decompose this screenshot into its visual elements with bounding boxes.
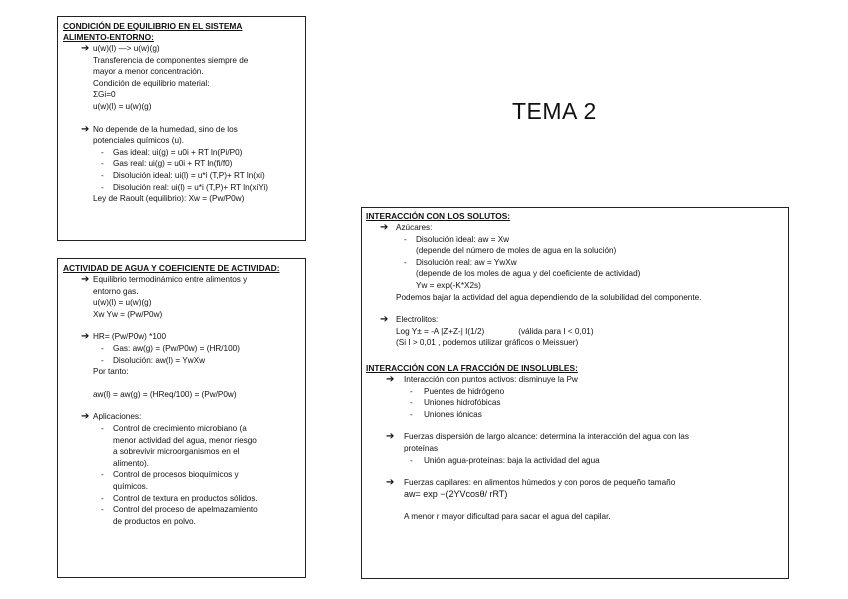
arrow-icon: ➔	[81, 331, 90, 343]
b3-line: Puentes de hidrógeno	[424, 386, 505, 396]
b3-line: Uniones iónicas	[424, 409, 482, 419]
b1-dash-line: Gas real: ui(g) = u0i + RT ln(fi/f0)	[113, 159, 233, 169]
b1-line: Transferencia de componentes siempre de	[93, 55, 249, 65]
b2-app-line: Control de procesos bioquímicos y	[113, 470, 239, 480]
bullet-dash: -	[101, 355, 104, 365]
b3-line: (depende de los moles de agua y del coeficiente de actividad)	[416, 269, 641, 279]
bullet-dash: -	[404, 234, 407, 244]
box-water-activity	[57, 258, 306, 578]
arrow-icon: ➔	[81, 411, 90, 423]
b3-line: proteínas	[404, 443, 439, 453]
b2-app-line: Control de textura en productos sólidos.	[113, 493, 258, 503]
b3-line: A menor r mayor dificultad para sacar el agua del capilar.	[404, 512, 611, 522]
bullet-dash: -	[101, 182, 104, 192]
bullet-dash: -	[404, 257, 407, 267]
b2-line: u(w)(l) = u(w)(g)	[93, 298, 152, 308]
b1-dash-line: Disolución ideal: ui(l) = u*i (T,P)+ RT ln(xi)	[113, 170, 265, 180]
bullet-dash: -	[101, 159, 104, 169]
b1-line: Ley de Raoult (equilibrio): Xw = (Pw/P0w)	[93, 194, 245, 204]
arrow-icon: ➔	[380, 222, 389, 233]
b2-app-line: a sobrevivir microorganismos en el	[113, 447, 240, 457]
box2-heading: ACTIVIDAD DE AGUA Y COEFICIENTE DE ACTIVIDAD:	[63, 263, 280, 273]
b2-line: entorno gas.	[93, 286, 139, 296]
b3-line: Disolución real: aw = YwXw	[416, 257, 517, 267]
box3-heading-solutes: INTERACCIÓN CON LOS SOLUTOS:	[366, 211, 511, 221]
bullet-dash: -	[101, 505, 104, 515]
b1-line: potenciales químicos (u).	[93, 136, 185, 146]
b1-line: Condición de equilibrio material:	[93, 78, 210, 88]
bullet-dash: -	[410, 455, 413, 465]
b3-line: Uniones hidrofóbicas	[424, 398, 501, 408]
arrow-icon: ➔	[386, 431, 395, 443]
b2-app-line: alimento).	[113, 458, 149, 468]
b3-line: Interacción con puntos activos: disminuye la Pw	[404, 374, 578, 384]
box3-heading-insolubles: INTERACCIÓN CON LA FRACCIÓN DE INSOLUBLES:	[366, 362, 578, 373]
b1-line: No depende de la humedad, sino de los	[93, 124, 238, 134]
bullet-dash: -	[101, 170, 104, 180]
box1-heading-line1: CONDICIÓN DE EQUILIBRIO EN EL SISTEMA	[63, 21, 243, 31]
b3-formula: aw= exp −(2YVcosθ/ rRT)	[404, 488, 508, 499]
arrow-icon: ➔	[81, 123, 90, 135]
b3-line: (depende del número de moles de agua en la solución)	[416, 246, 617, 256]
arrow-icon: ➔	[81, 43, 90, 54]
box-solute-interaction	[361, 207, 789, 579]
b2-dash-line: Gas: aw(g) = (Pw/P0w) = (HR/100)	[113, 343, 240, 353]
b3-line: Fuerzas dispersión de largo alcance: determina la interacción del agua con las	[404, 432, 689, 442]
b2-line: HR= (Pw/P0w) *100	[93, 332, 167, 342]
arrow-icon: ➔	[81, 274, 90, 285]
bullet-dash: -	[101, 343, 104, 353]
b3-line: Podemos bajar la actividad del agua dependiendo de la solubilidad del componente.	[396, 292, 702, 302]
bullet-dash: -	[101, 147, 104, 157]
bullet-dash: -	[410, 386, 413, 396]
b2-app-line: menor actividad del agua, menor riesgo	[113, 435, 257, 445]
b3-note: (válida para I < 0,01)	[518, 326, 594, 336]
b2-app-line: químicos.	[113, 481, 149, 491]
page-title: TEMA 2	[512, 98, 597, 124]
arrow-icon: ➔	[380, 314, 389, 326]
b3-line: Disolución ideal: aw = Xw	[416, 234, 510, 244]
b3-line: Yw = exp(-K*X2s)	[416, 280, 481, 290]
bullet-dash: -	[410, 398, 413, 408]
b3-line: Azúcares:	[396, 223, 433, 232]
arrow-icon: ➔	[386, 477, 395, 489]
bullet-dash: -	[101, 423, 104, 433]
b2-app-line: Control de crecimiento microbiano (a	[113, 423, 247, 433]
b2-line: Xw Yw = (Pw/P0w)	[93, 309, 163, 319]
box-equilibrium-condition	[57, 16, 306, 241]
b1-line: mayor a menor concentración.	[93, 67, 204, 77]
b1-dash-line: Gas ideal: ui(g) = u0i + RT ln(Pi/P0)	[113, 147, 243, 157]
b2-dash-line: Disolución: aw(l) = YwXw	[113, 355, 205, 365]
box1-heading-line2: ALIMENTO-ENTORNO:	[63, 32, 154, 42]
b1-line: u(w)(l) = u(w)(g)	[93, 101, 152, 111]
b1-line: u(w)(l) —> u(w)(g)	[93, 44, 160, 53]
b2-app-line: de productos en polvo.	[113, 516, 196, 526]
b2-line: Aplicaciones:	[93, 412, 142, 422]
b2-line: aw(l) = aw(g) = (HReq/100) = (Pw/P0w)	[93, 389, 237, 399]
bullet-dash: -	[410, 409, 413, 419]
bullet-dash: -	[101, 470, 104, 480]
b3-line: Electrolitos:	[396, 315, 439, 325]
b1-dash-line: Disolución real: ui(l) = u*i (T,P)+ RT ln(xiYi)	[113, 182, 269, 192]
b3-formula: Log Y± = -A |Z+Z-| I(1/2)	[396, 326, 485, 336]
b3-line: Unión agua-proteínas: baja la actividad del agua	[424, 455, 600, 465]
b2-line: Por tanto:	[93, 367, 129, 377]
b2-line: Equilibrio termodinámico entre alimentos y	[93, 275, 248, 284]
bullet-dash: -	[101, 493, 104, 503]
b3-line: (Si I > 0,01 , podemos utilizar gráficos o Meissuer)	[396, 338, 579, 348]
b3-line: Fuerzas capilares: en alimentos húmedos y con poros de pequeño tamaño	[404, 478, 676, 488]
b1-line: ΣGi=0	[93, 90, 116, 100]
arrow-icon: ➔	[386, 373, 395, 385]
b2-app-line: Control del proceso de apelmazamiento	[113, 505, 258, 515]
